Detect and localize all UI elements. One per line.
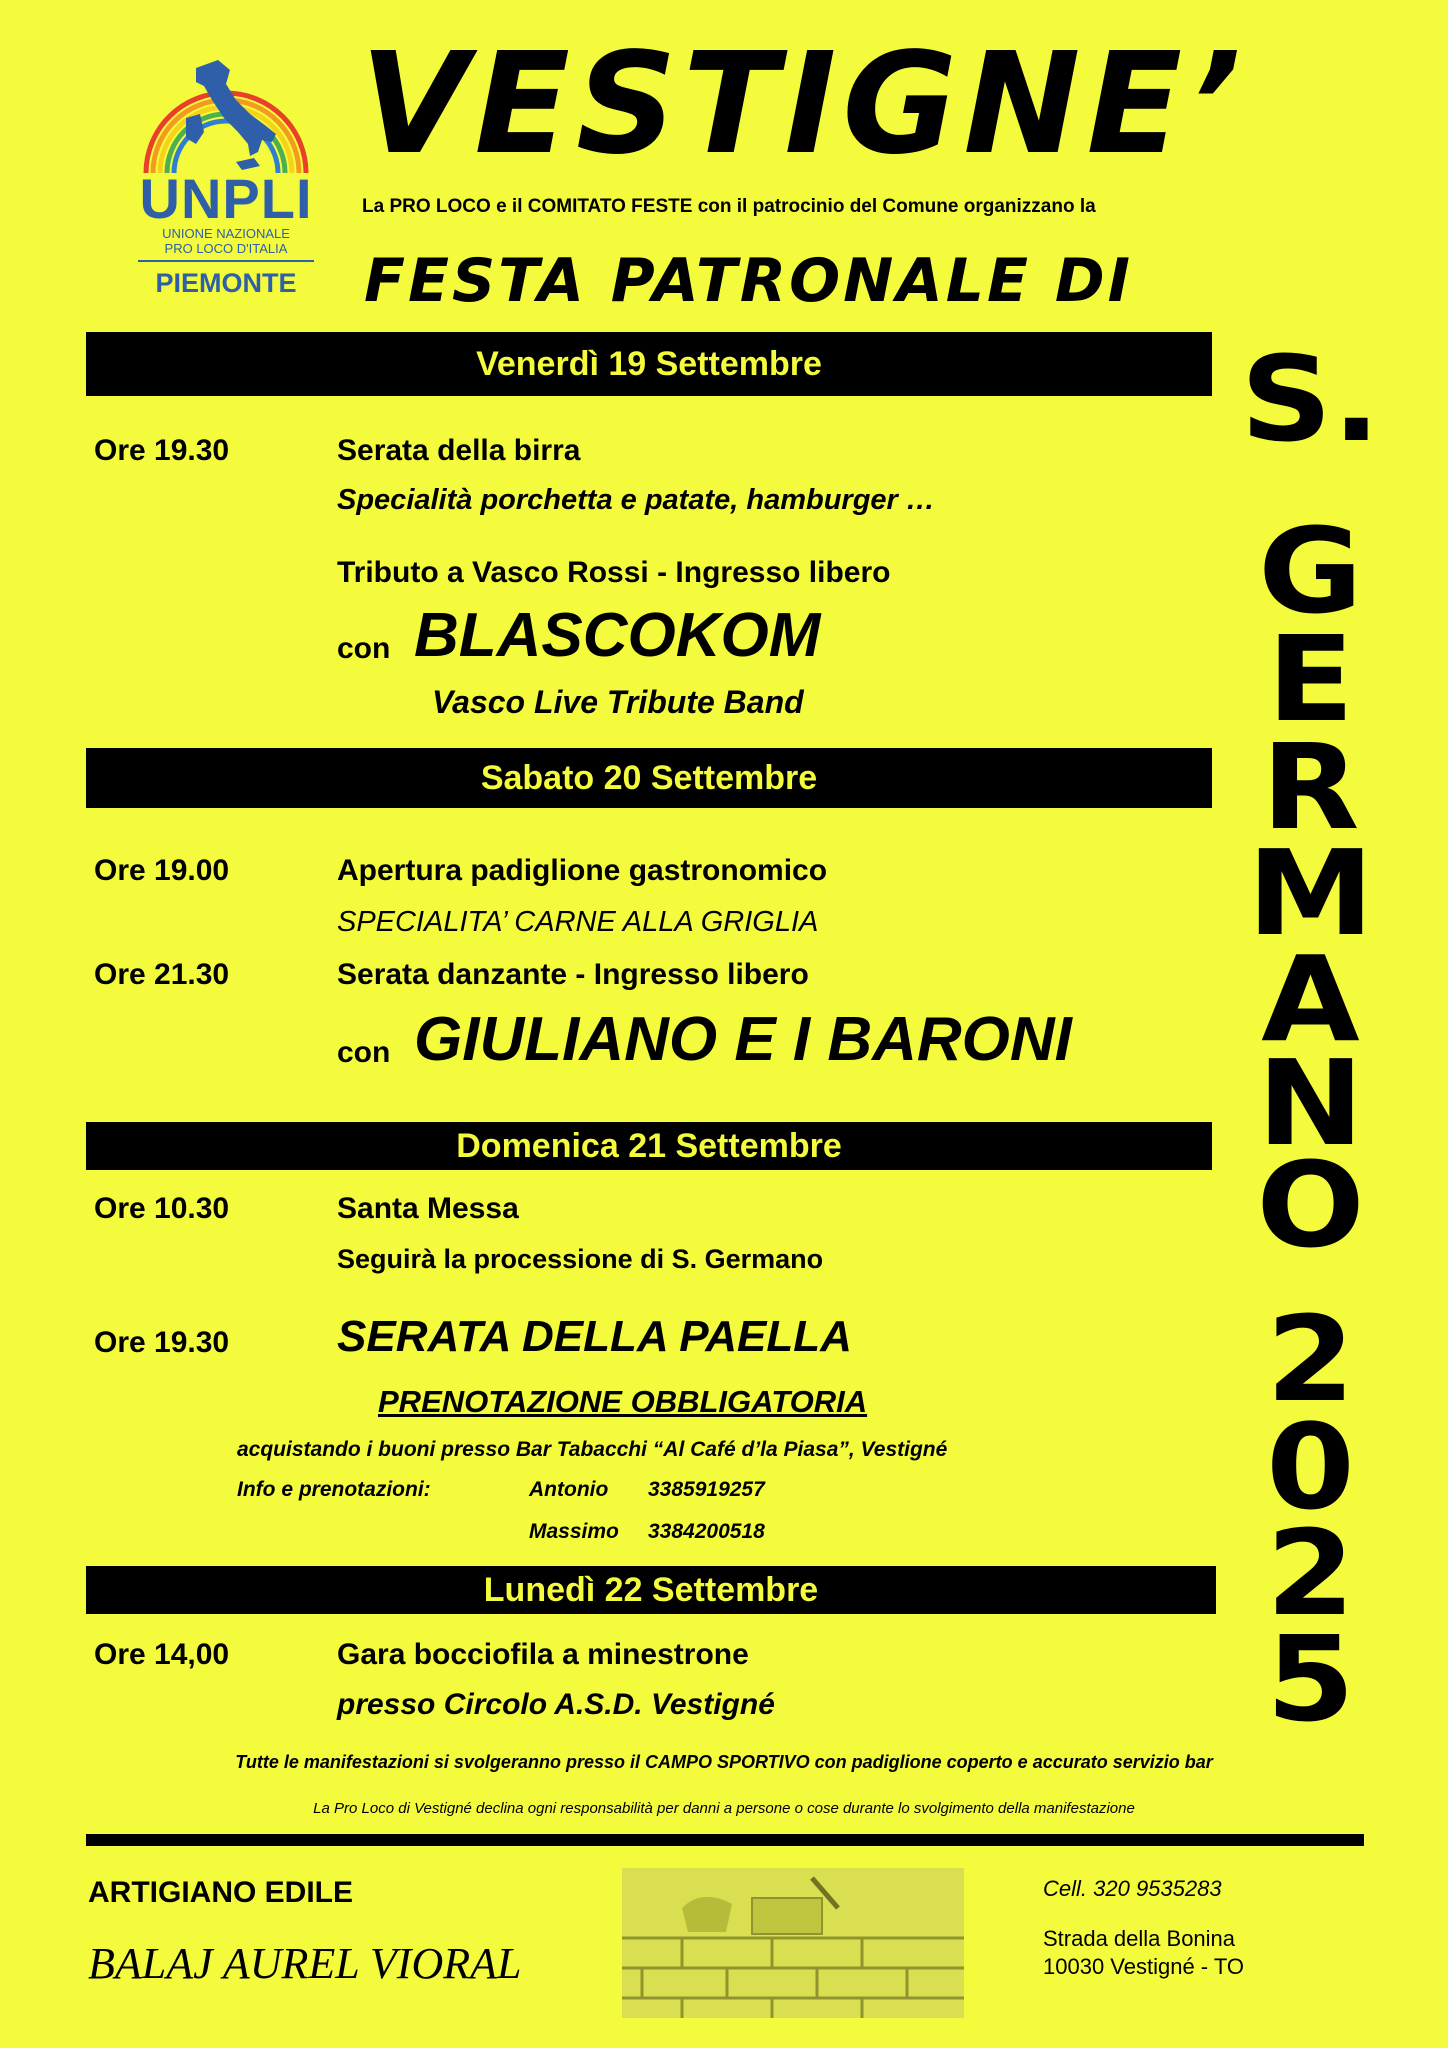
con-label: con: [337, 1036, 391, 1069]
unpli-region: PIEMONTE: [155, 268, 297, 298]
day-heading-sunday: Domenica 21 Settembre: [86, 1122, 1212, 1170]
venue-note: Tutte le manifestazioni si svolgeranno presso il CAMPO SPORTIVO con padiglione coperto e accurato servizio bar: [235, 1752, 1213, 1772]
event-time: Ore 10.30: [94, 1192, 230, 1225]
event-time: Ore 19.00: [94, 854, 230, 887]
sponsor-city: 10030 Vestigné - TO: [1043, 1954, 1244, 1979]
italy-rainbow-icon: [126, 48, 326, 178]
side-letter: M: [1247, 824, 1374, 962]
band-name: BLASCOKOM: [414, 601, 821, 670]
festa-title: FESTA PATRONALE DI: [364, 246, 1133, 316]
band-subtitle: Vasco Live Tribute Band: [432, 684, 804, 720]
side-letter: 2: [1266, 1504, 1355, 1642]
day-heading-friday: Venerdì 19 Settembre: [86, 332, 1212, 396]
sponsor-street: Strada della Bonina: [1043, 1926, 1236, 1951]
contact-phone[interactable]: 3384200518: [648, 1520, 765, 1543]
booking-note: PRENOTAZIONE OBBLIGATORIA: [378, 1384, 868, 1419]
unpli-subtitle-2: PRO LOCO D'ITALIA: [164, 241, 288, 256]
disclaimer-note: La Pro Loco di Vestigné declina ogni responsabilità per danni a persone o cose durante lo svolgimento della manifestazione: [313, 1800, 1135, 1817]
band-name: GIULIANO E I BARONI: [414, 1005, 1072, 1074]
unpli-brand: UNPLI: [139, 167, 313, 230]
side-letter: A: [1261, 930, 1360, 1068]
con-label: con: [337, 632, 391, 665]
day-heading-saturday: Sabato 20 Settembre: [86, 748, 1212, 808]
contact-name: Massimo: [529, 1520, 619, 1543]
bricklayer-image: [622, 1868, 964, 2018]
side-letter: 2: [1266, 1290, 1355, 1428]
event-title: Santa Messa: [337, 1192, 519, 1225]
side-letter: E: [1266, 610, 1355, 748]
event-title: Tributo a Vasco Rossi - Ingresso libero: [337, 556, 891, 589]
contact-phone[interactable]: 3385919257: [648, 1478, 765, 1501]
event-detail: Seguirà la processione di S. Germano: [337, 1244, 824, 1274]
logo-divider: [138, 260, 314, 262]
unpli-logo: [126, 48, 326, 308]
event-detail: presso Circolo A.S.D. Vestigné: [337, 1688, 775, 1721]
event-detail: SPECIALITA’ CARNE ALLA GRIGLIA: [337, 906, 819, 938]
event-title: Serata della birra: [337, 434, 581, 467]
sponsor-name: BALAJ AUREL VIORAL: [88, 1939, 522, 1988]
unpli-subtitle-1: UNIONE NAZIONALE: [162, 226, 290, 241]
side-letter: N: [1257, 1034, 1364, 1172]
info-label: Info e prenotazioni:: [237, 1478, 431, 1501]
contact-name: Antonio: [529, 1478, 609, 1501]
event-detail: Specialità porchetta e patate, hamburger …: [337, 484, 935, 516]
event-time: Ore 14,00: [94, 1638, 230, 1671]
side-letter: O: [1256, 1136, 1365, 1274]
brick-wall-icon: [622, 1868, 964, 2018]
sponsor-cell[interactable]: Cell. 320 9535283: [1043, 1876, 1222, 1901]
intro-text: La PRO LOCO e il COMITATO FESTE con il patrocinio del Comune organizzano la: [362, 196, 1096, 217]
event-title: Gara bocciofila a minestrone: [337, 1638, 749, 1671]
town-title: VESTIGNE’: [360, 23, 1248, 186]
event-time: Ore 19.30: [94, 1326, 230, 1359]
event-title: Apertura padiglione gastronomico: [337, 854, 828, 887]
side-letter: 0: [1266, 1398, 1355, 1536]
event-time: Ore 21.30: [94, 958, 230, 991]
footer-divider: [86, 1834, 1364, 1846]
event-title: SERATA DELLA PAELLA: [337, 1312, 852, 1361]
sponsor-trade: ARTIGIANO EDILE: [88, 1876, 354, 1909]
voucher-note: acquistando i buoni presso Bar Tabacchi “Al Café d’la Piasa”, Vestigné: [237, 1438, 948, 1461]
side-letter: S.: [1240, 330, 1381, 468]
side-letter: G: [1258, 502, 1363, 640]
side-letter: 5: [1266, 1610, 1355, 1748]
day-heading-monday: Lunedì 22 Settembre: [86, 1566, 1216, 1614]
side-letter: R: [1261, 718, 1360, 856]
event-time: Ore 19.30: [94, 434, 230, 467]
event-title: Serata danzante - Ingresso libero: [337, 958, 809, 991]
